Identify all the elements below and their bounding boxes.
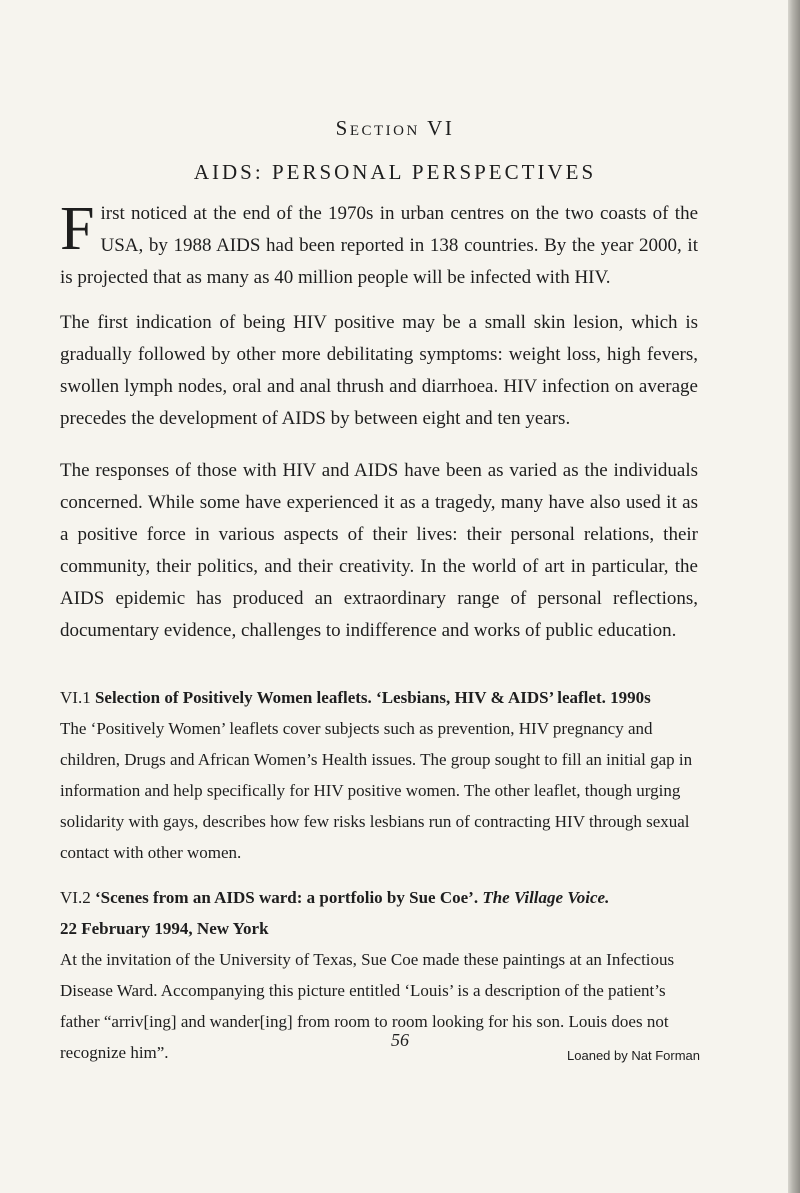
entry-title: Selection of Positively Women leaflets. ‘Lesbians, HIV & AIDS’ leaflet. 1990s (94, 688, 651, 707)
drop-cap: F (60, 195, 95, 263)
entry-title-publication: The Village Voice. (482, 888, 610, 907)
entry-number: VI.1 (60, 688, 91, 707)
loan-credit: Loaned by Nat Forman (567, 1048, 700, 1063)
entry-title-date: 22 February 1994, New York (60, 919, 269, 938)
intro-paragraph-3: The responses of those with HIV and AIDS have been as varied as the individuals concerned. While some have experienced it as a tragedy, many have also used it as a positive force in various aspects of their lives: their personal relations, their community, their politics, and their creativity. In the world of art in particular, the AIDS epidemic has produced an extraordinary range of personal reflections, documentary evidence, challenges to indifference and works of public education. (60, 460, 698, 641)
page-number: 56 (391, 1030, 409, 1050)
entry-title-part-1: ‘Scenes from an AIDS ward: a portfolio by Sue Coe’. (94, 888, 479, 907)
entry-number: VI.2 (60, 888, 91, 907)
intro-paragraph-2: The first indication of being HIV positive may be a small skin lesion, which is gradually followed by other more debilitating symptoms: weight loss, high fevers, swollen lymph nodes, oral and anal thrush and diarrhoea. HIV infection on average precedes the development of AIDS by between eight and ten years. (60, 312, 698, 429)
catalogue-entry-1 (60, 682, 700, 868)
section-subtitle: AIDS: PERSONAL PERSPECTIVES (193, 160, 597, 184)
intro-paragraph-1 (60, 195, 698, 294)
paragraph-1-text: irst noticed at the end of the 1970s in urban centres on the two coasts of the USA, by 1988 AIDS had been reported in 138 countries. By the year 2000, it is projected that as many as 40 million people will be infected with HIV. (60, 203, 698, 288)
entry-description: At the invitation of the University of Texas, Sue Coe made these paintings at an Infectious Disease Ward. Accompanying this picture entitled ‘Louis’ is a description of the patient’s father “arriv[ing] and wander[ing] from room to room looking for his son. Louis does not recognize him”. (60, 950, 675, 1062)
entry-description: The ‘Positively Women’ leaflets cover subjects such as prevention, HIV pregnancy and children, Drugs and African Women’s Health issues. The group sought to fill an initial gap in information and help specifically for HIV positive women. The other leaflet, though urging solidarity with gays, describes how few risks lesbians run of contracting HIV through sexual contact with other women. (60, 719, 693, 862)
section-title: Section VI (335, 116, 455, 140)
